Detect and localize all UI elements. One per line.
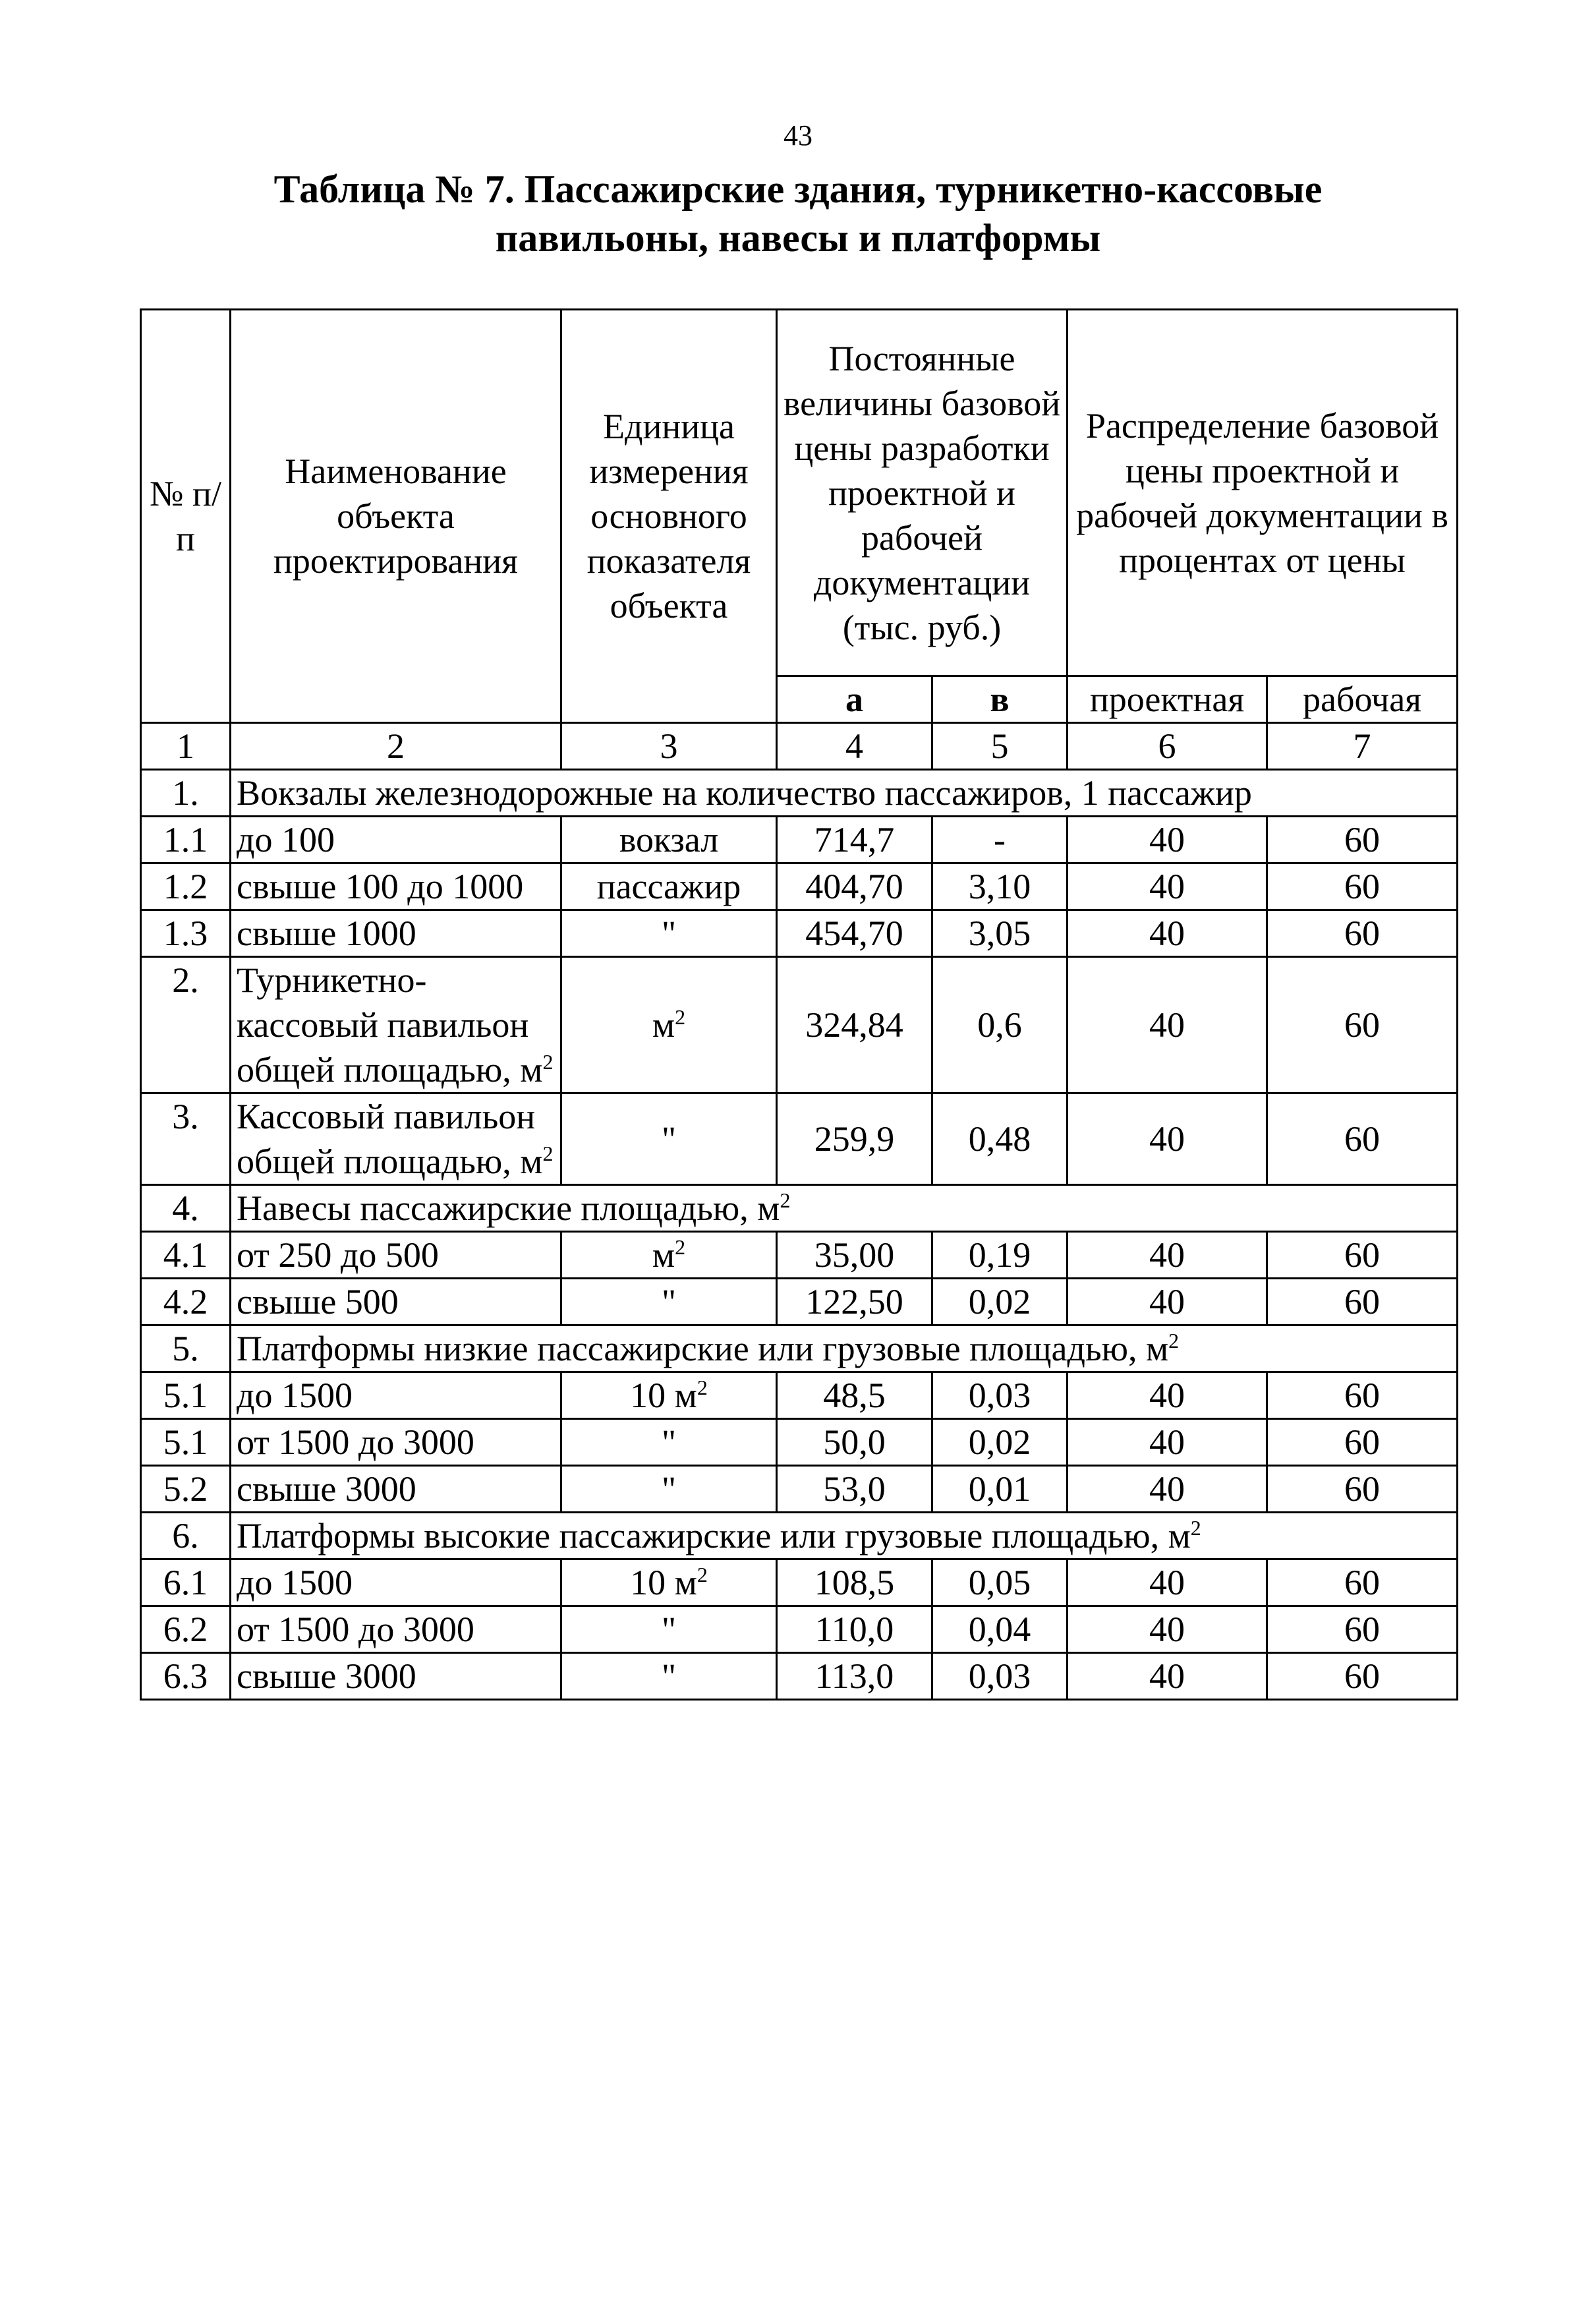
row-proj: 40 <box>1068 863 1267 910</box>
row-name: до 100 <box>231 817 561 863</box>
row-num: 5. <box>141 1325 231 1372</box>
row-a: 404,70 <box>777 863 932 910</box>
row-name: свыше 3000 <box>231 1653 561 1700</box>
row-unit: 10 $м^2$ <box>561 1559 777 1606</box>
row-b: 0,02 <box>932 1279 1068 1325</box>
row-a: 50,0 <box>777 1419 932 1466</box>
row-a: 108,5 <box>777 1559 932 1606</box>
row-b: 0,48 <box>932 1093 1068 1185</box>
row-name: от 250 до 500 <box>231 1232 561 1279</box>
row-a: 53,0 <box>777 1466 932 1513</box>
row-proj: 40 <box>1068 1232 1267 1279</box>
row-b: 0,05 <box>932 1559 1068 1606</box>
pricing-table <box>140 308 1458 1701</box>
table-row <box>141 1559 1458 1606</box>
row-b: 0,03 <box>932 1653 1068 1700</box>
header-unit: Единица измерения основного показателя объекта <box>561 310 777 723</box>
row-b: 0,02 <box>932 1419 1068 1466</box>
table-row <box>141 1419 1458 1466</box>
row-proj: 40 <box>1068 817 1267 863</box>
row-num: 5.2 <box>141 1466 231 1513</box>
row-num: 4.1 <box>141 1232 231 1279</box>
row-b: 3,05 <box>932 910 1068 957</box>
row-work: 60 <box>1267 1559 1458 1606</box>
table-row <box>141 957 1458 1093</box>
title-line-2: павильоны, навесы и платформы <box>495 216 1101 260</box>
row-a: 48,5 <box>777 1372 932 1419</box>
header-sub-a: а <box>777 676 932 723</box>
col-number: 1 <box>141 723 231 770</box>
row-work: 60 <box>1267 1279 1458 1325</box>
row-unit: " <box>561 1466 777 1513</box>
section-row <box>141 1325 1458 1372</box>
table-row <box>141 1653 1458 1700</box>
row-b: - <box>932 817 1068 863</box>
row-name: до 1500 <box>231 1372 561 1419</box>
header-dist: Распределение базовой цены проектной и рабочей документации в процентах от цены <box>1068 310 1458 676</box>
row-num: 5.1 <box>141 1419 231 1466</box>
row-proj: 40 <box>1068 957 1267 1093</box>
row-b: 0,6 <box>932 957 1068 1093</box>
row-name: свыше 3000 <box>231 1466 561 1513</box>
row-unit: " <box>561 1279 777 1325</box>
row-num: 5.1 <box>141 1372 231 1419</box>
col-number: 2 <box>231 723 561 770</box>
row-name: Вокзалы железнодорожные на количество пассажиров, 1 пассажир <box>231 770 1458 817</box>
row-num: 1.3 <box>141 910 231 957</box>
table-row <box>141 1232 1458 1279</box>
row-work: 60 <box>1267 957 1458 1093</box>
header-sub-proj: проектная <box>1068 676 1267 723</box>
row-unit: $м^2$ <box>561 957 777 1093</box>
table-row <box>141 863 1458 910</box>
row-name: Платформы высокие пассажирские или грузовые площадью, $м^2$ <box>231 1513 1458 1559</box>
row-work: 60 <box>1267 863 1458 910</box>
row-proj: 40 <box>1068 1419 1267 1466</box>
row-work: 60 <box>1267 1653 1458 1700</box>
row-work: 60 <box>1267 1606 1458 1653</box>
header-sub-work: рабочая <box>1267 676 1458 723</box>
row-unit: " <box>561 1653 777 1700</box>
row-num: 1.2 <box>141 863 231 910</box>
table-row <box>141 910 1458 957</box>
row-b: 0,03 <box>932 1372 1068 1419</box>
row-num: 2. <box>141 957 231 1093</box>
row-proj: 40 <box>1068 1653 1267 1700</box>
row-a: 110,0 <box>777 1606 932 1653</box>
row-num: 1.1 <box>141 817 231 863</box>
header-name: Наименование объекта проектирования <box>231 310 561 723</box>
row-num: 3. <box>141 1093 231 1185</box>
row-a: 259,9 <box>777 1093 932 1185</box>
row-proj: 40 <box>1068 1093 1267 1185</box>
row-work: 60 <box>1267 1419 1458 1466</box>
row-work: 60 <box>1267 1372 1458 1419</box>
row-name: от 1500 до 3000 <box>231 1606 561 1653</box>
table-title <box>0 165 1596 262</box>
row-a: 454,70 <box>777 910 932 957</box>
row-a: 714,7 <box>777 817 932 863</box>
section-row <box>141 1185 1458 1232</box>
row-a: 113,0 <box>777 1653 932 1700</box>
row-work: 60 <box>1267 910 1458 957</box>
row-num: 1. <box>141 770 231 817</box>
section-row <box>141 1513 1458 1559</box>
row-unit: 10 $м^2$ <box>561 1372 777 1419</box>
row-b: 3,10 <box>932 863 1068 910</box>
row-b: 0,01 <box>932 1466 1068 1513</box>
row-name: Платформы низкие пассажирские или грузовые площадью, $м^2$ <box>231 1325 1458 1372</box>
table-header <box>141 310 1458 770</box>
row-unit: " <box>561 1606 777 1653</box>
row-proj: 40 <box>1068 1606 1267 1653</box>
row-unit: вокзал <box>561 817 777 863</box>
header-num: № п/п <box>141 310 231 723</box>
col-number: 7 <box>1267 723 1458 770</box>
row-name: до 1500 <box>231 1559 561 1606</box>
row-num: 6.2 <box>141 1606 231 1653</box>
row-a: 324,84 <box>777 957 932 1093</box>
row-work: 60 <box>1267 817 1458 863</box>
row-work: 60 <box>1267 1466 1458 1513</box>
row-b: 0,19 <box>932 1232 1068 1279</box>
col-number: 4 <box>777 723 932 770</box>
row-proj: 40 <box>1068 1466 1267 1513</box>
row-name: от 1500 до 3000 <box>231 1419 561 1466</box>
row-name: Кассовый павильон общей площадью, $м^2$ <box>231 1093 561 1185</box>
row-num: 6.3 <box>141 1653 231 1700</box>
row-a: 122,50 <box>777 1279 932 1325</box>
row-work: 60 <box>1267 1093 1458 1185</box>
section-row <box>141 770 1458 817</box>
row-num: 4.2 <box>141 1279 231 1325</box>
table-row <box>141 817 1458 863</box>
row-proj: 40 <box>1068 1559 1267 1606</box>
table-row <box>141 1372 1458 1419</box>
header-const: Постоянные величины базовой цены разработки проектной и рабочей документации (тыс. руб.) <box>777 310 1068 676</box>
title-line-1: Таблица № 7. Пассажирские здания, турникетно-кассовые <box>273 167 1323 211</box>
table-row <box>141 1279 1458 1325</box>
row-num: 6. <box>141 1513 231 1559</box>
row-name: Навесы пассажирские площадью, $м^2$ <box>231 1185 1458 1232</box>
row-proj: 40 <box>1068 1372 1267 1419</box>
row-work: 60 <box>1267 1232 1458 1279</box>
table-row <box>141 1606 1458 1653</box>
row-unit: пассажир <box>561 863 777 910</box>
col-number: 5 <box>932 723 1068 770</box>
page-number: 43 <box>784 119 812 152</box>
col-number: 6 <box>1068 723 1267 770</box>
row-unit: " <box>561 910 777 957</box>
row-name: свыше 100 до 1000 <box>231 863 561 910</box>
row-unit: " <box>561 1093 777 1185</box>
row-proj: 40 <box>1068 910 1267 957</box>
row-unit: $м^2$ <box>561 1232 777 1279</box>
row-name: свыше 1000 <box>231 910 561 957</box>
table-row <box>141 1466 1458 1513</box>
table-row <box>141 1093 1458 1185</box>
row-proj: 40 <box>1068 1279 1267 1325</box>
header-sub-b: в <box>932 676 1068 723</box>
row-name: Турникетно-кассовый павильон общей площадью, $м^2$ <box>231 957 561 1093</box>
row-unit: " <box>561 1419 777 1466</box>
row-a: 35,00 <box>777 1232 932 1279</box>
row-num: 4. <box>141 1185 231 1232</box>
col-number: 3 <box>561 723 777 770</box>
row-b: 0,04 <box>932 1606 1068 1653</box>
table-body <box>141 770 1458 1700</box>
row-num: 6.1 <box>141 1559 231 1606</box>
row-name: свыше 500 <box>231 1279 561 1325</box>
